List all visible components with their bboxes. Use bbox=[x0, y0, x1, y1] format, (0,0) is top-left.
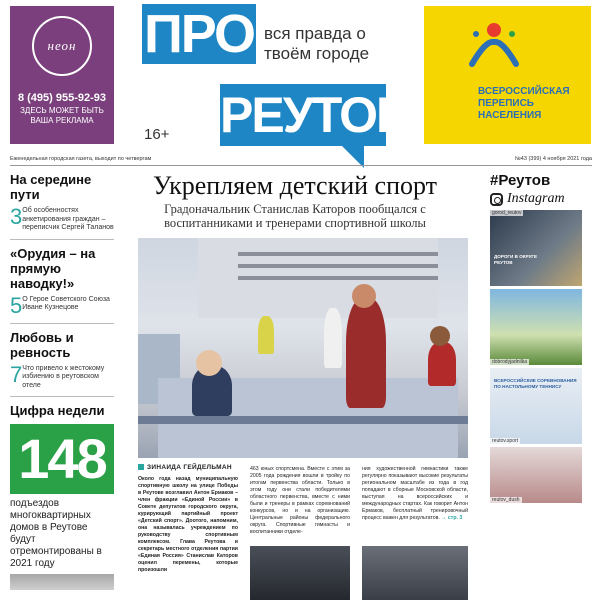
left-column bbox=[10, 172, 114, 590]
teaser-page: 3 bbox=[10, 204, 23, 229]
tile-caption: ВСЕРОССИЙСКИЕ СОРЕВНОВАНИЯ ПО НАСТОЛЬНОМУ ТЕННИСУ bbox=[494, 378, 577, 389]
gym-mat-edge bbox=[138, 416, 468, 424]
teaser-2[interactable] bbox=[10, 246, 114, 317]
census-text: ВСЕРОССИЙСКАЯ ПЕРЕПИСЬ НАСЕЛЕНИЯ bbox=[478, 86, 570, 121]
tagline: вся правда о твоём городе bbox=[264, 24, 370, 63]
teaser-heading: Любовь и ревность bbox=[10, 329, 74, 360]
instagram-wordmark: Instagram bbox=[507, 191, 565, 206]
continue-page: стр. 3 bbox=[447, 515, 463, 521]
coach-head bbox=[352, 284, 376, 308]
insta-tile[interactable] bbox=[490, 447, 582, 503]
article-column-2: 463 юных спортсмена. Вместе с этим за 2005 года рождения вошли в тройку по итогам первенства области. Только в этом году они стали победителями областного первенства, вместе с ними были и тренеры в рамках соревнований конкурсов, но и на организацию. Центральные районы федерального округа. Спортивные гимнасты и воспитанники отделе- bbox=[250, 466, 350, 535]
divider bbox=[10, 323, 114, 324]
tile-caption: ДОРОГИ В ОКРУГЕ РЕУТОВ bbox=[494, 254, 538, 265]
age-rating: 16+ bbox=[144, 126, 170, 143]
ad-note: ЗДЕСЬ МОЖЕТ БЫТЬ ВАША РЕКЛАМА bbox=[20, 106, 104, 125]
insta-tile[interactable] bbox=[490, 210, 582, 286]
article-author: ЗИНАИДА ГЕЙДЕЛЬМАН bbox=[138, 464, 232, 471]
bottom-photo bbox=[10, 574, 114, 590]
secondary-photo bbox=[250, 546, 350, 600]
insta-tile[interactable] bbox=[490, 368, 582, 444]
instagram-icon bbox=[490, 193, 503, 206]
issue-description: Еженедельная городская газета, выходит по четвергам bbox=[10, 156, 152, 162]
census-logo-icon bbox=[464, 20, 524, 72]
child-figure bbox=[428, 342, 456, 386]
article-photo bbox=[138, 238, 468, 458]
week-number: 148 bbox=[10, 424, 114, 494]
coach-figure bbox=[346, 298, 386, 408]
teaser-page: 5 bbox=[10, 292, 23, 318]
child-figure bbox=[324, 308, 342, 368]
divider bbox=[10, 396, 114, 397]
article-headline[interactable]: Укрепляем детский спорт bbox=[152, 171, 438, 200]
hashtag-heading: #Реутов bbox=[490, 172, 551, 189]
insta-account: dobrodyjadnilka bbox=[492, 359, 528, 365]
continue-link[interactable]: → стр. 3 bbox=[441, 515, 463, 521]
insta-account: reutov.sport bbox=[492, 438, 519, 444]
issue-number: №43 (399) 4 ноября 2021 года bbox=[514, 156, 592, 162]
teaser-heading: На середине пути bbox=[10, 172, 92, 202]
neon-logo: неон bbox=[32, 16, 92, 76]
teaser-3[interactable] bbox=[10, 330, 114, 391]
insta-account: reutov_dush bbox=[492, 497, 520, 503]
article-column-3-text: ния художественной гимнастики также регулярно показывают высокие результаты региональном масштабе из года в год попадают в сборные Московской области, выступая на всероссийских и международных стартах. Как говорит Антон Ермаков, бесплатный тренировочный процесс важен для результатов. bbox=[362, 466, 468, 521]
insta-tile[interactable] bbox=[490, 289, 582, 365]
divider bbox=[10, 239, 114, 240]
right-column bbox=[490, 172, 592, 503]
teaser-1[interactable] bbox=[10, 172, 114, 233]
article-column-3 bbox=[362, 466, 468, 522]
week-caption: подъездов многоквартирных домов в Реутове будут отремонтированы в 2021 году bbox=[10, 498, 102, 569]
ad-neon[interactable] bbox=[10, 6, 114, 144]
child-head bbox=[196, 350, 222, 376]
article-subhead: Градоначальник Станислав Каторов пообщался с воспитанниками и тренерами спортивной школы bbox=[164, 202, 426, 230]
child-head bbox=[430, 326, 450, 346]
instagram-row bbox=[490, 191, 592, 207]
logo-reutov: РЕУТОВ bbox=[220, 84, 386, 146]
child-figure bbox=[258, 316, 274, 354]
teaser-text: О Герое Советского Союза Иване Кузнецове bbox=[22, 295, 110, 311]
teaser-text: Что привело к жестокому избиению в реутовском отеле bbox=[22, 364, 105, 389]
week-heading: Цифра недели bbox=[10, 403, 105, 418]
teaser-heading: «Орудия – на прямую наводку!» bbox=[10, 245, 96, 291]
banner-line bbox=[238, 276, 438, 280]
ad-phone: 8 (495) 955-92-93 bbox=[17, 92, 107, 104]
issue-bar bbox=[10, 156, 592, 162]
banner-line bbox=[238, 264, 438, 268]
main-article bbox=[122, 171, 468, 573]
logo-pro: ПРО bbox=[143, 4, 255, 64]
teaser-text: Об особенностях анкетирования граждан – переписчик Сергей Таланов bbox=[22, 207, 114, 231]
ad-census[interactable] bbox=[424, 6, 591, 144]
issue-rule bbox=[10, 165, 592, 166]
teaser-page: 7 bbox=[10, 361, 23, 387]
insta-account: gorod_reutov bbox=[492, 210, 522, 216]
banner-line bbox=[238, 252, 438, 256]
article-column-1: Около года назад муниципальную спортивную школу на улице Победы в Реутове возглавил Антон Ермаков – член фракции «Единой России» в Совете депутатов городского округа, курирующий партийный проект «Детский спорт». Доотого, напомним, она называлась учреждением по руководству спортивным комплексом. Глава Реутова и секретарь местного отделения партии «Единая Россия» Станислав Каторов оценил перемены, которые произошли bbox=[138, 476, 238, 573]
secondary-photo bbox=[362, 546, 468, 600]
